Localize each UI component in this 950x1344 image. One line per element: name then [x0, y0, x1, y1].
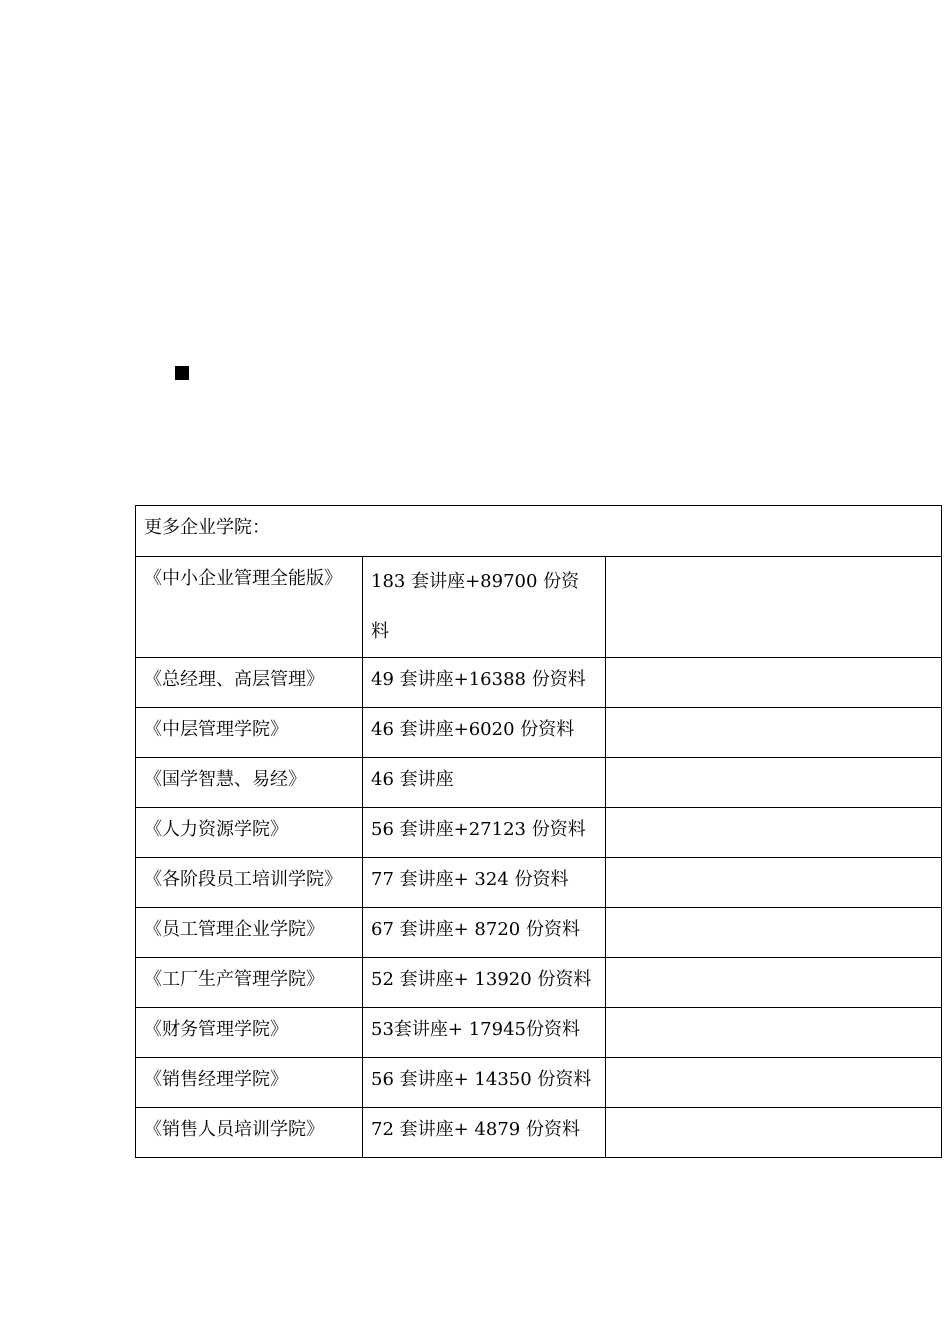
table-header: 更多企业学院： [136, 506, 942, 557]
academy-info: 52 套讲座+ 13920 份资料 [363, 958, 606, 1008]
academy-extra [606, 758, 942, 808]
academy-extra [606, 808, 942, 858]
academy-extra [606, 1058, 942, 1108]
table-row [136, 908, 942, 958]
academy-name: 《销售人员培训学院》 [136, 1108, 363, 1158]
academy-info: 56 套讲座+27123 份资料 [363, 808, 606, 858]
table-row [136, 1058, 942, 1108]
academy-info: 46 套讲座+6020 份资料 [363, 708, 606, 758]
academy-name: 《财务管理学院》 [136, 1008, 363, 1058]
academy-extra [606, 557, 942, 658]
academy-extra [606, 1108, 942, 1158]
academy-name: 《中小企业管理全能版》 [136, 557, 363, 658]
table-row [136, 658, 942, 708]
table-row [136, 808, 942, 858]
academy-name: 《总经理、高层管理》 [136, 658, 363, 708]
academy-name: 《人力资源学院》 [136, 808, 363, 858]
academy-info: 77 套讲座+ 324 份资料 [363, 858, 606, 908]
academy-extra [606, 958, 942, 1008]
academy-name: 《工厂生产管理学院》 [136, 958, 363, 1008]
academy-info: 53套讲座+ 17945份资料 [363, 1008, 606, 1058]
academy-name: 《员工管理企业学院》 [136, 908, 363, 958]
academy-info: 183 套讲座+89700 份资料 [363, 557, 606, 658]
academy-info: 72 套讲座+ 4879 份资料 [363, 1108, 606, 1158]
academy-name: 《销售经理学院》 [136, 1058, 363, 1108]
academy-info: 46 套讲座 [363, 758, 606, 808]
table-row [136, 758, 942, 808]
academy-extra [606, 708, 942, 758]
table-row [136, 1108, 942, 1158]
table-row [136, 958, 942, 1008]
academy-name: 《中层管理学院》 [136, 708, 363, 758]
academy-name: 《国学智慧、易经》 [136, 758, 363, 808]
table-row [136, 557, 942, 658]
academy-name: 《各阶段员工培训学院》 [136, 858, 363, 908]
academy-extra [606, 908, 942, 958]
academy-extra [606, 858, 942, 908]
academy-info: 67 套讲座+ 8720 份资料 [363, 908, 606, 958]
bullet-square-icon [175, 366, 189, 380]
table-row [136, 858, 942, 908]
academy-info: 56 套讲座+ 14350 份资料 [363, 1058, 606, 1108]
table-row [136, 708, 942, 758]
academy-extra [606, 1008, 942, 1058]
academy-info: 49 套讲座+16388 份资料 [363, 658, 606, 708]
table-row [136, 1008, 942, 1058]
academy-extra [606, 658, 942, 708]
table-header-row [136, 506, 942, 557]
academy-table [135, 505, 942, 1158]
